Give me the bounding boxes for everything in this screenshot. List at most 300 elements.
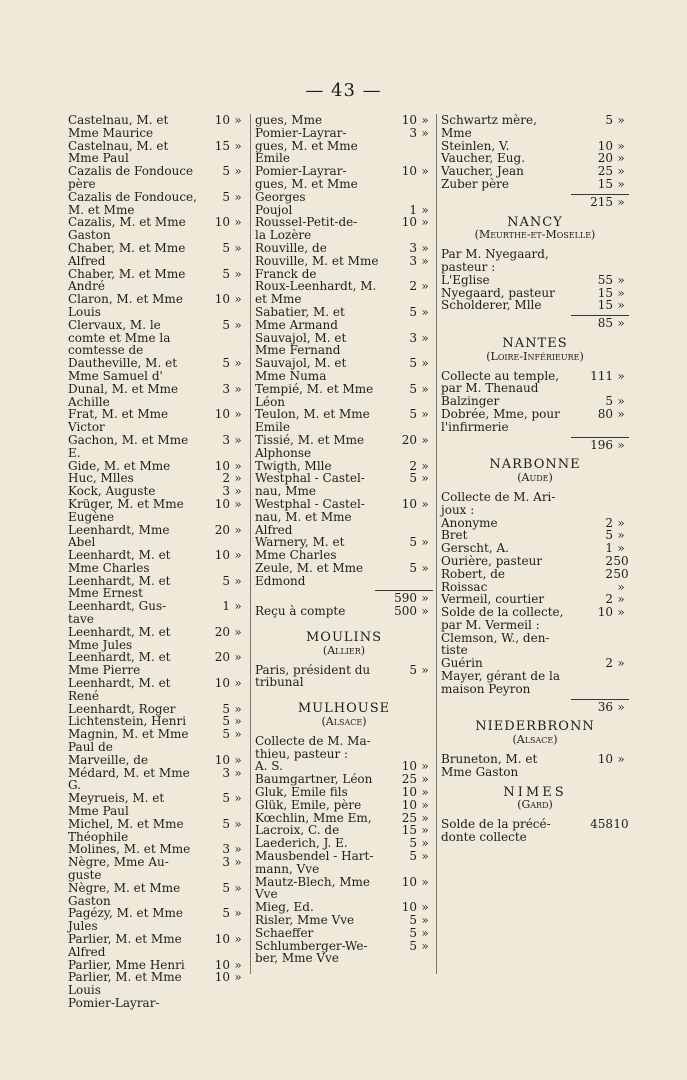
entry-mark: » [421, 356, 429, 371]
ledger-entry [441, 606, 629, 657]
ledger-entry [441, 274, 629, 287]
entry-mark: » [617, 592, 625, 607]
entry-amount: 80 [597, 406, 613, 421]
entry-mark: » [617, 113, 625, 127]
entry-name: Rouville, de [255, 240, 327, 255]
entry-mark: » [234, 189, 242, 204]
list-niederbronn [441, 753, 629, 779]
list-nimes [441, 818, 629, 844]
entry-name: Anonyme [441, 515, 498, 530]
entry-amount: 15 [214, 138, 230, 153]
entry-amount: 5 [222, 816, 230, 831]
ledger-entry [68, 754, 246, 767]
entry-name: Gachon, M. et Mme E. [68, 432, 189, 460]
entry-mark: » [234, 496, 242, 511]
entry-amount: 5 [222, 189, 230, 204]
column-divider [250, 114, 251, 974]
list-moulins [255, 664, 433, 690]
entry-amount: 5 [222, 266, 230, 281]
entry-amount: 1 [409, 202, 417, 217]
entry-mark: » [421, 202, 429, 217]
ledger-entry [255, 498, 433, 536]
entry-amount: 2 [222, 471, 230, 486]
entry-amount: 5 [605, 113, 613, 127]
entry-amount: 10 [214, 752, 230, 767]
section-dept-mulhouse: (Alsace) [321, 715, 367, 729]
entry-mark: » [234, 356, 242, 371]
ledger-entry [255, 876, 433, 902]
ledger-entry [68, 882, 246, 908]
entry-mark: » [617, 605, 625, 620]
entry-amount: 55 [597, 272, 613, 287]
ledger-entry [255, 216, 433, 242]
column-divider [436, 114, 437, 974]
subtotal-row [441, 701, 629, 714]
entry-mark: » [421, 215, 429, 230]
ledger-entry [68, 242, 246, 268]
subtotal-mark: » [617, 437, 625, 452]
entry-mark: » [234, 752, 242, 767]
section-heading-narbonne: NARBONNE [489, 457, 581, 473]
ledger-entry [255, 306, 433, 332]
ledger-entry [441, 491, 629, 517]
entry-amount: 5 [409, 356, 417, 371]
entry-amount: 2 [605, 592, 613, 607]
entry-amount: 10 [214, 215, 230, 230]
entry-name: Parlier, M. et Mme Louis [68, 970, 182, 998]
entry-name: Bruneton, M. et Mme Gaston [441, 752, 538, 779]
entry-name: Sauvajol, M. et Mme Fernand [255, 330, 347, 358]
entry-name: Rouville, M. et Mme Franck de [255, 253, 379, 281]
entry-mark: » [617, 176, 625, 191]
entry-mark: » [421, 304, 429, 319]
entry-amount: 5 [409, 407, 417, 422]
entry-name: Collecte au temple, par M. Thenaud [441, 368, 560, 396]
entry-amount: 5 [409, 913, 417, 928]
entry-amount: 2 [409, 279, 417, 294]
entry-name: Baumgartner, Léon [255, 772, 373, 787]
entry-name: Warnery, M. et Mme Charles [255, 535, 345, 563]
section-dept-moulins: (Allier) [322, 643, 366, 657]
ledger-entry [441, 299, 629, 312]
entry-amount: 15 [597, 298, 613, 313]
entry-mark: » [234, 484, 242, 499]
entry-amount: 458 [590, 817, 613, 832]
section-heading-mulhouse: MULHOUSE [297, 701, 391, 717]
entry-mark: » [234, 458, 242, 473]
entry-mark: » [234, 765, 242, 780]
entry-mark: » [421, 810, 429, 825]
entry-mark: » [234, 906, 242, 921]
entry-mark: » [234, 624, 242, 639]
entry-name: Ourière, pasteur [441, 553, 543, 568]
recu-mark: » [421, 604, 429, 619]
ledger-entry [441, 178, 629, 191]
ledger-entry [68, 216, 246, 242]
entry-name: Pomier-Layrar- [68, 995, 160, 1010]
entry-amount: 5 [222, 573, 230, 588]
entry-name: Dunal, M. et Mme Achille [68, 381, 179, 409]
entry-name: Kœchlin, Mme Em, [255, 810, 372, 825]
entry-mark: » [234, 842, 242, 857]
entry-amount: 5 [222, 240, 230, 255]
section-dept-nimes: (Gard) [517, 798, 553, 812]
entry-name: Nègre, Mme Au- guste [68, 855, 169, 883]
entry-mark: » [421, 113, 429, 127]
entry-amount: 3 [409, 253, 417, 268]
entry-name: Cazalis, M. et Mme Gaston [68, 215, 186, 243]
entry-mark: » [234, 381, 242, 396]
ledger-entry [441, 568, 629, 581]
entry-mark: » [421, 849, 429, 864]
entry-name: Collecte de M. Ari- joux : [441, 489, 556, 517]
entry-name: L'Eglise [441, 272, 490, 287]
ledger-entry [68, 498, 246, 524]
page-number: — 43 — [305, 80, 382, 101]
ledger-entry [68, 997, 246, 1010]
entry-name: Gerscht, A. [441, 541, 509, 556]
section-dept-nantes: (Loire-Inférieure) [486, 349, 584, 363]
entry-mark: » [234, 240, 242, 255]
entry-amount: 3 [222, 381, 230, 396]
entry-amount: 2 [605, 566, 613, 581]
entry-amount: 5 [409, 304, 417, 319]
ledger-entry [255, 127, 433, 165]
entry-amount: 5 [222, 727, 230, 742]
entry-amount: 3 [222, 484, 230, 499]
entry-name: Twigth, Mlle [255, 458, 332, 473]
subtotal-row [441, 317, 629, 330]
entry-mark: » [234, 970, 242, 985]
ledger-entry [441, 542, 629, 555]
entry-mark: » [617, 656, 625, 671]
entry-mark: » [617, 541, 625, 556]
entry-name: Chaber, M. et Mme Alfred [68, 240, 186, 268]
entry-name: Leenhardt, Gus- tave [68, 599, 167, 627]
entry-mark: » [421, 874, 429, 889]
subtotal-mark: » [617, 194, 625, 209]
entry-mark: » [617, 394, 625, 409]
entry-mark: » [421, 330, 429, 345]
recu-label: Reçu à compte [255, 604, 346, 619]
entry-name: Roissac [441, 579, 488, 594]
ledger-entry [68, 165, 246, 191]
entry-mark: » [234, 714, 242, 729]
entry-amount: 5 [409, 938, 417, 953]
entry-name: Dobrée, Mme, pour l'infirmerie [441, 406, 560, 434]
entry-name: Huc, Mlles [68, 471, 134, 486]
entry-amount: 10 [597, 605, 613, 620]
entry-amount: 111 [590, 368, 613, 383]
ledger-entry [68, 767, 246, 793]
entry-amount: 10 [214, 970, 230, 985]
entry-name: Par M. Nyegaard, pasteur : [441, 247, 549, 274]
entry-amount: 5 [409, 560, 417, 575]
entry-mark: » [421, 900, 429, 915]
entry-name: Mayer, gérant de la maison Peyron [441, 669, 560, 696]
entry-mark: » [234, 317, 242, 332]
entry-mark: » [234, 932, 242, 946]
entry-mark: » [617, 515, 625, 530]
entry-name: Pomier-Layrar- gues, M. et Mme Georges [255, 164, 358, 204]
entry-amount: 10 [214, 458, 230, 473]
entry-mark: » [234, 676, 242, 691]
entry-amount: 1 [222, 599, 230, 614]
entry-name: Nyegaard, pasteur [441, 285, 555, 300]
entry-name: Laederich, J. E. [255, 836, 348, 851]
entry-amount: 10 [401, 785, 417, 800]
entry-name: Mausbendel - Hart- mann, Vve [255, 849, 374, 876]
ledger-entry [68, 677, 246, 703]
recu-row [255, 605, 433, 618]
entry-name: Leenhardt, M. et Mme Charles [68, 548, 171, 575]
entry-name: Leenhardt, M. et Mme Jules [68, 624, 171, 652]
entry-amount: 2 [605, 515, 613, 530]
entry-name: Steinlen, V. [441, 138, 510, 153]
ledger-entry [255, 664, 433, 690]
section-heading-nimes: NIMES [503, 784, 567, 800]
ledger-entry [255, 242, 433, 255]
subtotal-mark: » [421, 591, 429, 606]
entry-name: Cazalis de Fondouce père [68, 164, 194, 191]
entry-mark: » [421, 535, 429, 550]
entry-name: Balzinger [441, 394, 500, 409]
subtotal-amount: 590 [394, 591, 417, 606]
entry-amount: 15 [401, 823, 417, 838]
entry-amount: 3 [222, 765, 230, 780]
entry-mark: » [234, 701, 242, 716]
entry-name: Risler, Mme Vve [255, 913, 355, 928]
entry-name: Schwartz mère, Mme [441, 113, 537, 140]
recu-amount: 500 [394, 604, 417, 619]
ledger-entry [68, 140, 246, 166]
entry-name: Médard, M. et Mme G. [68, 765, 190, 793]
entry-mark: » [421, 253, 429, 268]
column-3 [441, 114, 629, 844]
entry-amount: 10 [214, 407, 230, 422]
entry-mark: » [234, 791, 242, 806]
entry-name: Meyrueis, M. et Mme Paul [68, 791, 165, 819]
ledger-entry [441, 670, 629, 696]
subtotal-amount: 85 [597, 316, 613, 331]
entry-mark: » [617, 298, 625, 313]
entry-name: Collecte de M. Ma- thieu, pasteur : [255, 733, 371, 761]
subtotal-row [441, 439, 629, 452]
entry-name: Leenhardt, Mme Abel [68, 522, 170, 550]
ledger-entry [68, 728, 246, 754]
entry-mark: » [617, 151, 625, 166]
entry-mark: » [421, 662, 429, 677]
entry-name: Pomier-Layrar- gues, M. et Mme Emile [255, 125, 358, 166]
entry-mark: » [421, 496, 429, 511]
entry-name: Schaeffer [255, 925, 314, 940]
entry-mark: » [234, 471, 242, 486]
ledger-entry [441, 248, 629, 274]
entry-amount: 5 [222, 164, 230, 179]
ledger-entry [441, 408, 629, 434]
entry-mark: » [234, 266, 242, 281]
entry-mark: » [421, 938, 429, 953]
entry-name: Roussel-Petit-de- la Lozère [255, 215, 358, 243]
entry-name: Paris, président du tribunal [255, 662, 371, 690]
ledger-entry [441, 370, 629, 396]
ledger-entry [68, 856, 246, 882]
entry-mark: » [234, 816, 242, 831]
entry-amount: 3 [222, 432, 230, 447]
ledger-entry [255, 114, 433, 127]
entry-amount: 10 [401, 874, 417, 889]
ledger-entry [68, 549, 246, 575]
entry-name: Gluk, Emile fils [255, 785, 348, 800]
entry-mark: » [234, 292, 242, 307]
ledger-entry [68, 626, 246, 652]
entry-name: Sauvajol, M. et Mme Numa [255, 356, 347, 383]
ledger-entry [441, 114, 629, 140]
entry-amount: 5 [605, 394, 613, 409]
entry-amount: 10 [401, 215, 417, 230]
entry-name: Castelnau, M. et Mme Maurice [68, 113, 169, 140]
entry-mark: » [617, 528, 625, 543]
entry-name: Bret [441, 528, 468, 543]
entry-name: Leenhardt, M. et Mme Ernest [68, 573, 171, 601]
entry-name: Mautz-Blech, Mme Vve [255, 874, 370, 902]
list-nantes [441, 370, 629, 434]
ledger-entry [255, 255, 433, 281]
list-col3-part1 [441, 114, 629, 191]
entry-amount: 3 [222, 855, 230, 870]
entry-mark: » [421, 279, 429, 294]
section-heading-nantes: NANTES [502, 335, 568, 351]
entry-name: Cazalis de Fondouce, M. et Mme [68, 189, 197, 217]
ledger-entry [255, 408, 433, 434]
entry-mark: » [421, 925, 429, 940]
entry-mark: 10 [613, 817, 629, 832]
entry-name: Sabatier, M. et Mme Armand [255, 304, 345, 332]
entry-name: Vaucher, Eug. [441, 151, 526, 166]
entry-mark: » [617, 285, 625, 300]
entry-name: Vaucher, Jean [441, 164, 524, 179]
list-col1 [68, 114, 246, 1010]
entry-mark: » [234, 599, 242, 614]
entry-name: Kock, Auguste [68, 484, 156, 499]
ledger-entry [68, 651, 246, 677]
entry-mark: » [421, 836, 429, 851]
entry-mark: » [421, 432, 429, 447]
ledger-entry [68, 434, 246, 460]
entry-mark: » [617, 368, 625, 383]
ledger-entry [68, 792, 246, 818]
entry-mark: » [617, 752, 625, 767]
entry-mark: » [421, 913, 429, 928]
ledger-entry [255, 536, 433, 562]
entry-amount: 10 [214, 957, 230, 972]
ledger-entry [68, 907, 246, 933]
column-1 [68, 114, 246, 1010]
entry-amount: 10 [401, 759, 417, 774]
ledger-entry [68, 818, 246, 844]
entry-mark: » [421, 125, 429, 140]
ledger-entry [255, 332, 433, 358]
list-mulhouse [255, 735, 433, 965]
entry-amount: 25 [401, 772, 417, 787]
entry-mark: » [617, 406, 625, 421]
entry-name: Molines, M. et Mme [68, 842, 191, 857]
entry-amount: 25 [597, 164, 613, 179]
entry-mark: » [421, 407, 429, 422]
entry-amount: 5 [409, 535, 417, 550]
ledger-entry [255, 472, 433, 498]
entry-mark: » [234, 650, 242, 665]
entry-amount: 5 [409, 925, 417, 940]
entry-mark: » [617, 164, 625, 179]
entry-mark: » [421, 785, 429, 800]
section-dept-niederbronn: (Alsace) [512, 733, 558, 747]
entry-amount: 10 [214, 676, 230, 691]
list-col2-part1 [255, 114, 433, 587]
entry-name: Poujol [255, 202, 293, 217]
entry-amount: 1 [605, 541, 613, 556]
ledger-entry [255, 914, 433, 927]
entry-amount: 3 [409, 125, 417, 140]
section-heading-nancy: NANCY [507, 214, 563, 230]
entry-amount: 10 [401, 164, 417, 179]
entry-amount: 5 [409, 849, 417, 864]
entry-name: Tissié, M. et Mme Alphonse [255, 432, 365, 460]
entry-name: Dautheville, M. et Mme Samuel d' [68, 356, 178, 383]
entry-name: Parlier, M. et Mme Alfred [68, 932, 182, 959]
entry-amount: 5 [222, 356, 230, 371]
ledger-entry [68, 408, 246, 434]
entry-amount: 10 [214, 113, 230, 127]
entry-name: Krüger, M. et Mme Eugène [68, 496, 184, 524]
entry-amount: 5 [409, 836, 417, 851]
section-heading-moulins: MOULINS [306, 630, 382, 646]
entry-name: Teulon, M. et Mme Emile [255, 407, 370, 435]
ledger-entry [68, 293, 246, 319]
entry-name: Pagézy, M. et Mme Jules [68, 906, 184, 934]
entry-mark: » [421, 381, 429, 396]
entry-name: Chaber, M. et Mme André [68, 266, 186, 294]
subtotal-mark: » [617, 699, 625, 714]
entry-name: Roux-Leenhardt, M. et Mme [255, 279, 377, 307]
list-nancy [441, 248, 629, 312]
subtotal-amount: 215 [590, 194, 613, 209]
entry-amount: 20 [214, 650, 230, 665]
ledger-entry [255, 562, 433, 588]
entry-amount: 5 [222, 791, 230, 806]
entry-name: Clervaux, M. le comte et Mme la comtesse de [68, 317, 171, 358]
entry-name: Gide, M. et Mme [68, 458, 171, 473]
entry-amount: 2 [409, 458, 417, 473]
column-2 [255, 114, 433, 965]
ledger-entry [255, 786, 433, 799]
subtotal-row [441, 196, 629, 209]
entry-name: Robert, de [441, 566, 506, 581]
ledger-entry [255, 280, 433, 306]
entry-mark: » [421, 797, 429, 812]
ledger-entry [441, 818, 629, 844]
list-narbonne [441, 491, 629, 696]
entry-name: Mieg, Ed. [255, 900, 314, 915]
entry-mark: » [234, 522, 242, 537]
entry-mark: » [234, 855, 242, 870]
entry-mark: » [234, 727, 242, 742]
entry-mark: » [421, 560, 429, 575]
entry-amount: 25 [401, 810, 417, 825]
entry-mark: » [234, 548, 242, 563]
entry-amount: 3 [222, 842, 230, 857]
entry-mark: » [234, 407, 242, 422]
